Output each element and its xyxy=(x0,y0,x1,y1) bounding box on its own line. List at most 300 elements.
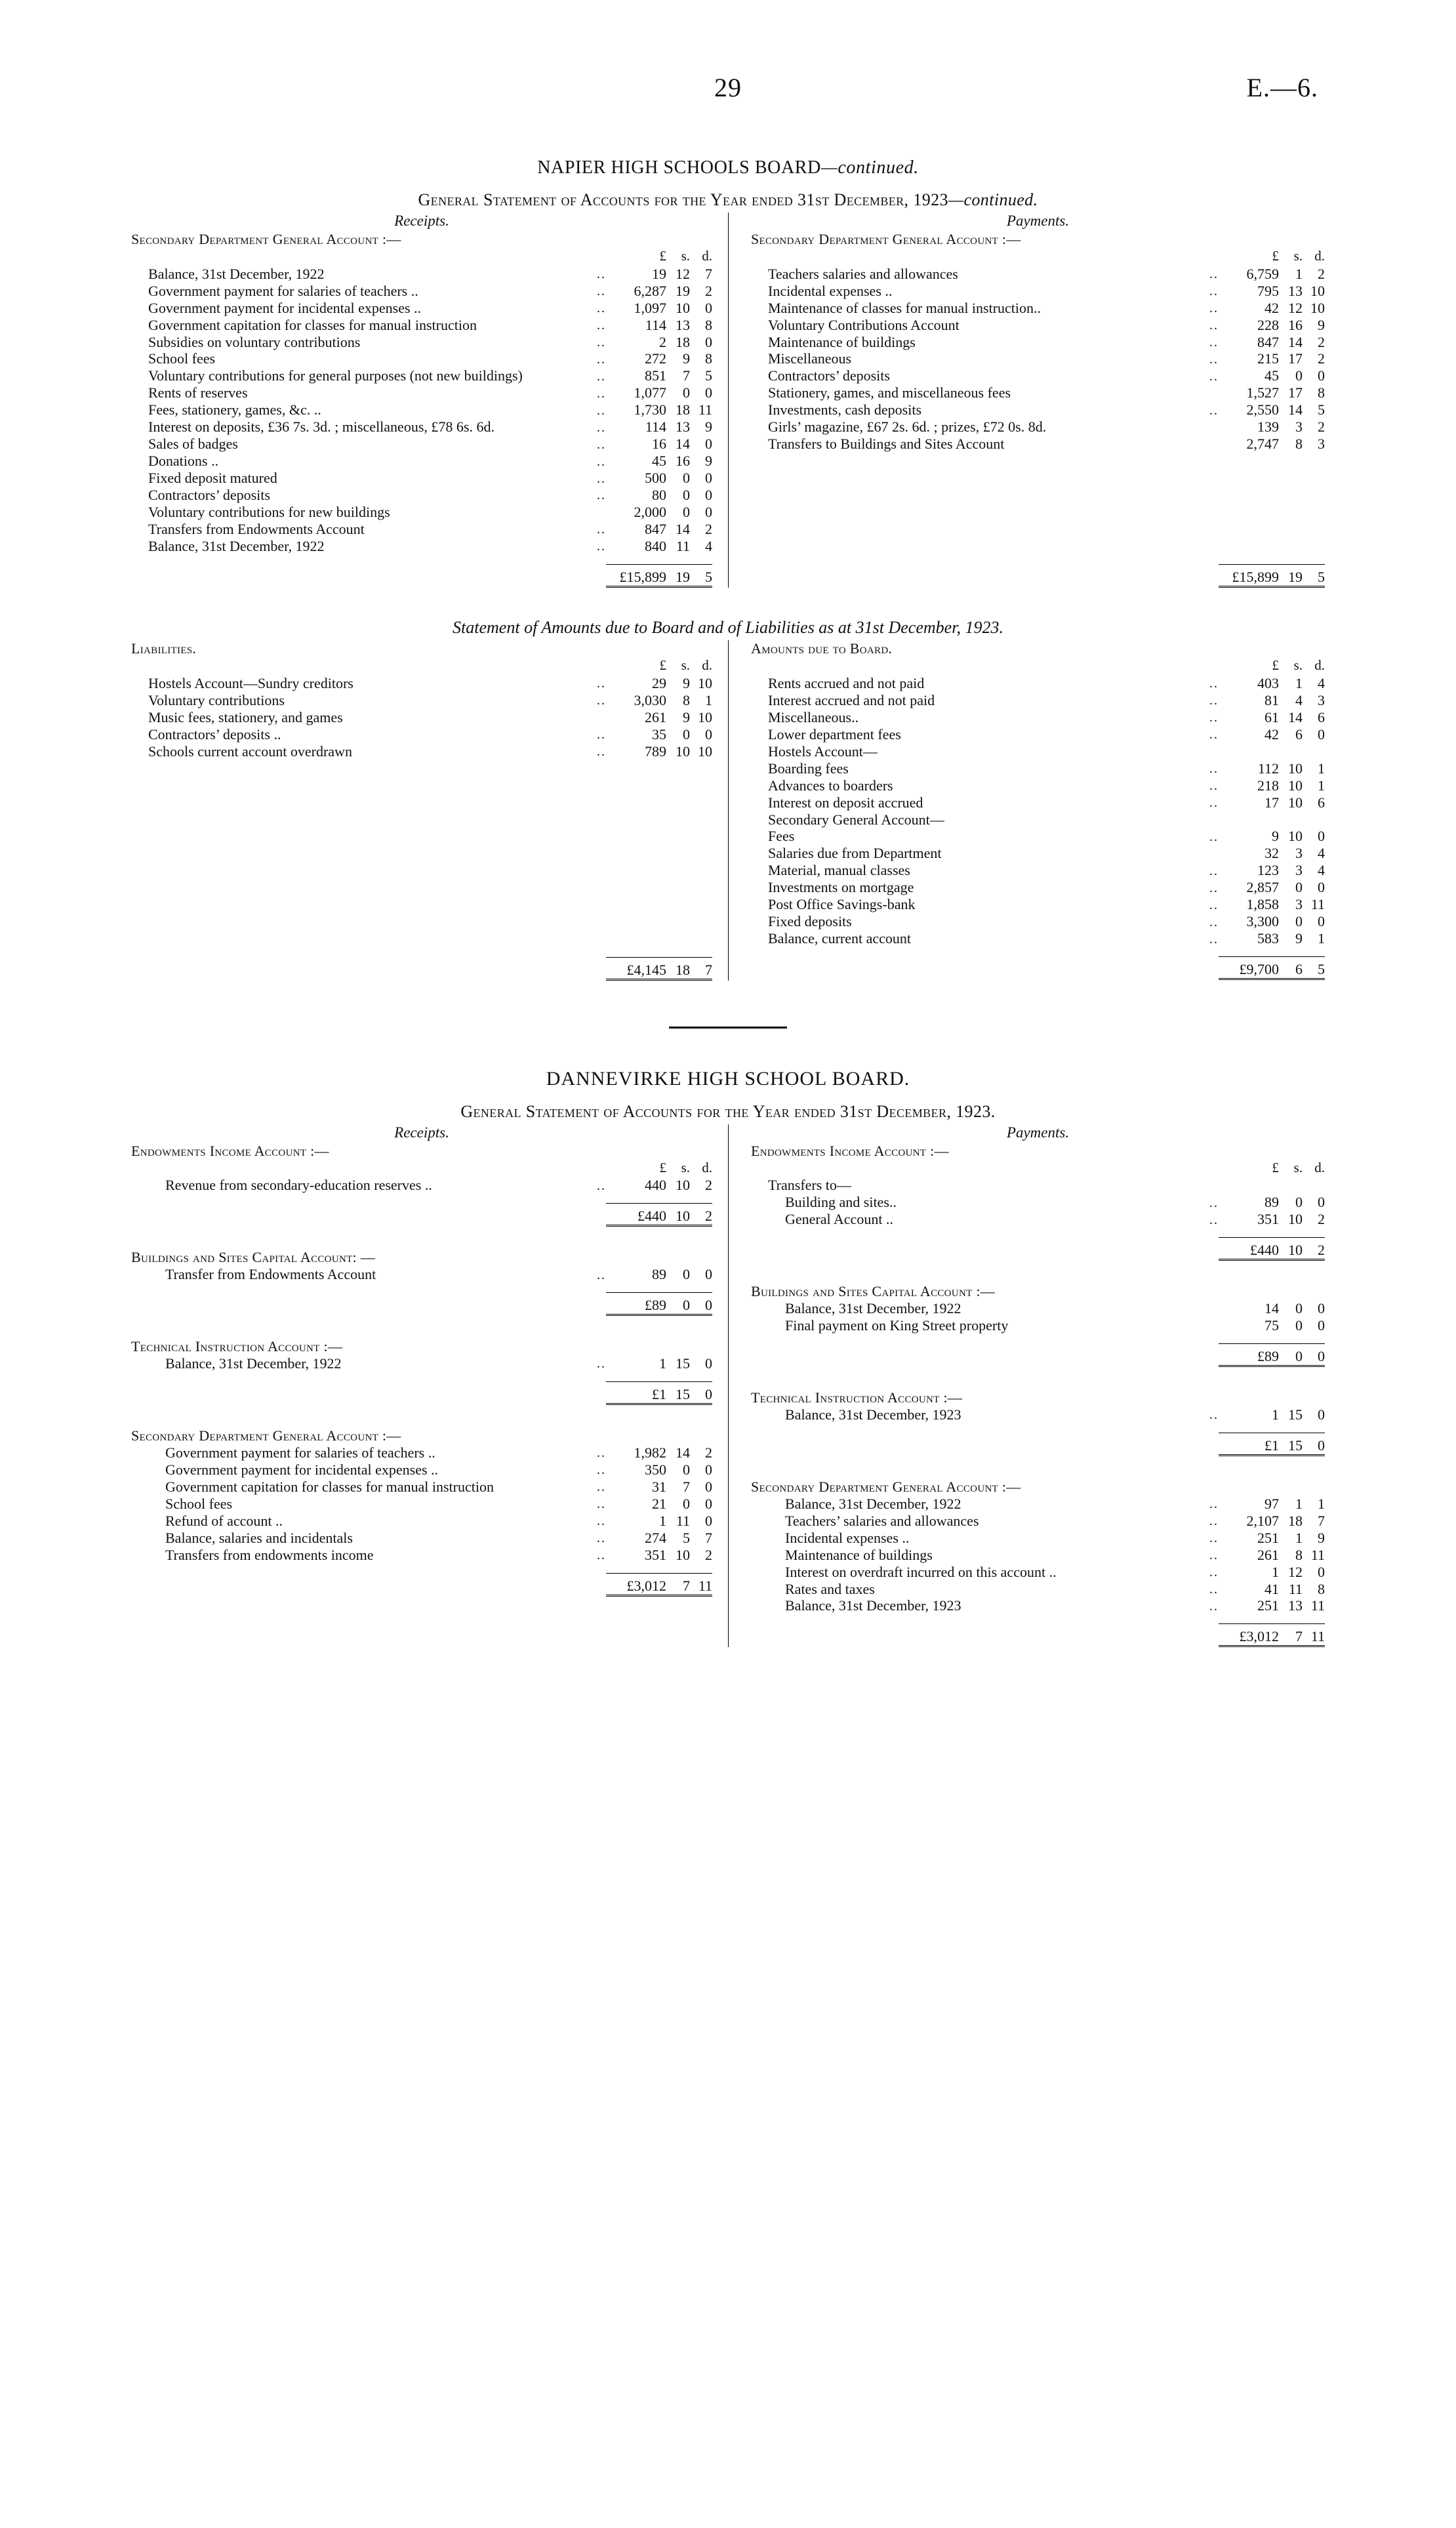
row-shillings: 18 xyxy=(676,401,690,418)
spacer-cell xyxy=(131,897,712,914)
row-pounds: 80 xyxy=(652,487,666,504)
row-leader-dots xyxy=(560,1573,606,1595)
row-pence: 5 xyxy=(1303,957,1325,979)
column-header-pounds: £ xyxy=(1272,1159,1279,1175)
account-line-item xyxy=(751,828,1325,845)
row-pounds: 789 xyxy=(645,743,666,760)
row-shillings: 14 xyxy=(676,1444,690,1461)
row-shillings xyxy=(1279,1177,1303,1194)
row-description: Building and sites.. xyxy=(785,1194,897,1211)
spacer-cell xyxy=(751,504,1325,521)
row-leader-dots xyxy=(560,1293,606,1315)
row-description: Government payment for salaries of teachers .. xyxy=(148,282,418,299)
spacer-row xyxy=(751,1614,1325,1624)
document-page xyxy=(0,72,1456,2528)
row-description: Teachers’ salaries and allowances xyxy=(785,1512,979,1529)
row-pounds: 114 xyxy=(645,418,666,436)
row-pence: 5 xyxy=(690,564,712,586)
spacer-cell xyxy=(751,470,1325,487)
account-line-item xyxy=(131,334,712,351)
row-pounds: 440 xyxy=(645,1177,666,1194)
row-leader-dots: .. xyxy=(1209,778,1219,793)
row-pounds: 2 xyxy=(659,333,666,350)
row-shillings: 0 xyxy=(683,470,690,487)
row-description: Refund of account .. xyxy=(165,1512,283,1529)
row-pence: 0 xyxy=(1318,879,1325,896)
account-line-item xyxy=(131,675,712,692)
dannevirke-receipts-column xyxy=(131,1124,728,1648)
row-shillings: 14 xyxy=(1288,401,1303,418)
row-leader-dots xyxy=(1173,1433,1219,1455)
row-leader-dots: .. xyxy=(1209,1497,1219,1512)
row-shillings: 15 xyxy=(676,1355,690,1372)
row-pence: 11 xyxy=(1310,896,1325,913)
row-pounds: 97 xyxy=(1264,1495,1279,1512)
account-line-item xyxy=(131,453,712,470)
account-total-row xyxy=(751,1343,1325,1366)
row-pence: 2 xyxy=(1318,1211,1325,1228)
row-description: Miscellaneous.. xyxy=(768,708,859,725)
row-shillings: 8 xyxy=(1295,1546,1303,1563)
account-line-item xyxy=(131,726,712,743)
spacer-row xyxy=(751,521,1325,538)
column-header-pence: d. xyxy=(702,247,712,264)
row-pounds: 45 xyxy=(1264,367,1279,384)
spacer-cell xyxy=(751,521,1325,538)
row-pounds: 75 xyxy=(1264,1317,1279,1334)
row-pounds xyxy=(1219,1177,1279,1194)
row-shillings: 0 xyxy=(683,1495,690,1512)
row-description: Investments on mortgage xyxy=(768,879,914,896)
spacer-cell xyxy=(131,794,712,811)
account-heading-row xyxy=(131,231,712,248)
spacer-cell xyxy=(131,1283,712,1293)
row-description: Hostels Account— xyxy=(768,743,878,760)
row-leader-dots: .. xyxy=(597,267,606,282)
row-pence: 0 xyxy=(1318,725,1325,743)
row-pence: 6 xyxy=(1318,708,1325,725)
row-pounds: 350 xyxy=(645,1461,666,1478)
column-header-pence: d. xyxy=(1314,1159,1325,1175)
row-leader-dots: .. xyxy=(597,369,606,384)
row-pounds: 218 xyxy=(1257,777,1279,794)
account-total-row xyxy=(131,1293,712,1315)
account-heading-row xyxy=(751,1478,1325,1496)
row-pounds: 2,107 xyxy=(1246,1512,1279,1529)
row-pence: 0 xyxy=(705,1495,712,1512)
row-pounds: 500 xyxy=(645,470,666,487)
row-leader-dots: .. xyxy=(1209,317,1219,333)
row-pence: 9 xyxy=(1318,316,1325,333)
row-leader-dots: .. xyxy=(1209,676,1219,691)
account-line-item xyxy=(131,300,712,317)
row-shillings: 0 xyxy=(1279,1343,1303,1366)
row-shillings: 12 xyxy=(1288,299,1303,316)
account-line-item xyxy=(131,743,712,760)
account-line-item xyxy=(751,300,1325,317)
row-pence: 0 xyxy=(1318,1194,1325,1211)
row-leader-dots: .. xyxy=(597,352,606,367)
row-pence: 11 xyxy=(698,401,712,418)
account-line-item xyxy=(131,266,712,283)
row-description xyxy=(131,564,560,586)
spacer-row xyxy=(131,555,712,565)
account-line-item xyxy=(751,692,1325,709)
row-description: Fees, stationery, games, &c. .. xyxy=(148,401,321,418)
row-pence: 4 xyxy=(1318,674,1325,691)
account-heading: Amounts due to Board. xyxy=(751,640,893,657)
account-line-item xyxy=(751,1194,1325,1211)
spacer-cell xyxy=(751,248,1173,266)
account-line-item xyxy=(751,1513,1325,1530)
row-description: Miscellaneous xyxy=(768,350,852,367)
account-total-row xyxy=(751,565,1325,587)
row-description: Donations .. xyxy=(148,453,218,470)
row-leader-dots xyxy=(1173,845,1219,862)
row-shillings: 10 xyxy=(676,743,690,760)
row-shillings: 3 xyxy=(1295,896,1303,913)
row-description: Incidental expenses .. xyxy=(785,1529,910,1546)
dannevirke-receipts-table xyxy=(131,1338,712,1405)
account-line-item xyxy=(751,913,1325,930)
row-leader-dots xyxy=(560,1204,606,1226)
account-total-row xyxy=(131,1381,712,1404)
row-shillings: 17 xyxy=(1288,350,1303,367)
dannevirke-payments-block xyxy=(751,1478,1325,1648)
spacer-cell xyxy=(751,657,1173,675)
row-pounds: £1 xyxy=(606,1381,666,1404)
account-line-item xyxy=(131,283,712,300)
row-leader-dots: .. xyxy=(1209,1195,1219,1210)
account-line-item xyxy=(131,1530,712,1547)
row-description xyxy=(751,1238,1173,1260)
row-pence: 0 xyxy=(705,1266,712,1283)
account-heading-row xyxy=(131,1249,712,1266)
row-pence: 0 xyxy=(705,333,712,350)
row-pounds: 2,550 xyxy=(1246,401,1279,418)
spacer-row xyxy=(751,538,1325,555)
row-description: General Account .. xyxy=(785,1211,893,1228)
row-leader-dots: .. xyxy=(1209,880,1219,895)
row-description: Investments, cash deposits xyxy=(768,401,922,418)
row-pounds: 2,000 xyxy=(634,504,666,521)
currency-column-header-row xyxy=(751,248,1325,266)
row-pence: 7 xyxy=(705,1529,712,1546)
spacer-row xyxy=(751,947,1325,957)
row-pence: 2 xyxy=(705,1546,712,1563)
row-shillings: 9 xyxy=(683,708,690,725)
spacer-row xyxy=(131,794,712,811)
row-pounds: 2,857 xyxy=(1246,879,1279,896)
spacer-row xyxy=(131,846,712,863)
row-leader-dots: .. xyxy=(597,1547,606,1562)
row-shillings: 13 xyxy=(1288,1597,1303,1614)
spacer-cell xyxy=(560,657,606,675)
row-pence: 1 xyxy=(705,691,712,708)
row-pence: 0 xyxy=(705,504,712,521)
row-pence: 0 xyxy=(1318,1563,1325,1580)
row-pounds: 89 xyxy=(1264,1194,1279,1211)
row-leader-dots: .. xyxy=(597,1514,606,1529)
row-shillings: 19 xyxy=(676,282,690,299)
spacer-row xyxy=(751,504,1325,521)
account-line-item xyxy=(751,862,1325,879)
row-description: Balance, salaries and incidentals xyxy=(165,1529,353,1546)
dannevirke-receipts-block xyxy=(131,1427,712,1597)
dannevirke-statement-title: General Statement of Accounts for the Year ended 31st December, 1923. xyxy=(460,1101,996,1121)
row-leader-dots: .. xyxy=(597,403,606,418)
column-header-pounds: £ xyxy=(659,657,666,674)
row-pence: 4 xyxy=(1318,845,1325,862)
row-leader-dots: .. xyxy=(597,727,606,743)
row-description: School fees xyxy=(165,1495,233,1512)
row-description: Rates and taxes xyxy=(785,1580,875,1597)
row-leader-dots: .. xyxy=(1209,829,1219,844)
row-pence: 2 xyxy=(705,1177,712,1194)
row-pence: 2 xyxy=(705,1444,712,1461)
row-shillings: 3 xyxy=(1295,418,1303,436)
row-pounds: 847 xyxy=(645,521,666,538)
napier-amounts-due-body xyxy=(751,640,1325,979)
row-shillings: 4 xyxy=(1295,691,1303,708)
account-line-item xyxy=(751,1211,1325,1228)
row-shillings: 12 xyxy=(1288,1563,1303,1580)
row-shillings: 14 xyxy=(1288,708,1303,725)
spacer-cell xyxy=(131,863,712,880)
row-leader-dots: .. xyxy=(1209,300,1219,316)
currency-column-header-row xyxy=(131,248,712,266)
account-heading-row xyxy=(751,1283,1325,1300)
account-total-row xyxy=(131,1204,712,1226)
account-total-row xyxy=(751,1238,1325,1260)
page-header xyxy=(0,72,1456,151)
account-heading-row xyxy=(131,1427,712,1444)
account-line-item xyxy=(751,1406,1325,1423)
row-pence: 1 xyxy=(1318,1495,1325,1512)
spacer-cell xyxy=(1173,657,1219,675)
row-shillings xyxy=(1279,811,1303,828)
account-line-item xyxy=(131,709,712,726)
row-description: Contractors’ deposits xyxy=(148,487,270,504)
account-total-row xyxy=(131,1573,712,1595)
row-leader-dots: .. xyxy=(1209,403,1219,418)
row-description xyxy=(131,1573,560,1595)
row-description: Voluntary contributions for new buildings xyxy=(148,504,390,521)
row-description: Voluntary Contributions Account xyxy=(768,316,960,333)
row-leader-dots: .. xyxy=(597,284,606,299)
row-pounds: 1,527 xyxy=(1246,384,1279,401)
account-line-item xyxy=(751,1547,1325,1564)
row-description: Government capitation for classes for manual instruction xyxy=(165,1478,494,1495)
row-pence: 5 xyxy=(1303,565,1325,587)
row-leader-dots: .. xyxy=(1209,710,1219,725)
account-line-item xyxy=(131,367,712,384)
account-line-item xyxy=(131,1547,712,1564)
row-shillings: 18 xyxy=(676,333,690,350)
row-pounds: 42 xyxy=(1264,725,1279,743)
row-pounds: 42 xyxy=(1264,299,1279,316)
row-pence: 0 xyxy=(1303,1433,1325,1455)
row-leader-dots xyxy=(560,1381,606,1404)
row-leader-dots: .. xyxy=(1209,335,1219,350)
row-leader-dots: .. xyxy=(1209,1581,1219,1597)
napier-receipts-table xyxy=(131,231,712,588)
account-line-item xyxy=(751,709,1325,726)
row-pounds: 61 xyxy=(1264,708,1279,725)
row-pounds: £3,012 xyxy=(606,1573,666,1595)
account-line-item xyxy=(751,794,1325,811)
row-leader-dots: .. xyxy=(597,1497,606,1512)
account-line-item xyxy=(131,692,712,709)
row-pence: 0 xyxy=(1318,367,1325,384)
row-pence: 11 xyxy=(690,1573,712,1595)
dannevirke-receipts-table xyxy=(131,1143,712,1227)
row-pounds: 89 xyxy=(652,1266,666,1283)
column-header-shillings: s. xyxy=(1293,247,1303,264)
row-pounds: 251 xyxy=(1257,1597,1279,1614)
spacer-row xyxy=(751,1228,1325,1238)
row-pounds: 251 xyxy=(1257,1529,1279,1546)
row-shillings: 14 xyxy=(1288,333,1303,350)
row-shillings: 10 xyxy=(1288,760,1303,777)
account-heading: Liabilities. xyxy=(131,640,197,657)
row-shillings: 15 xyxy=(666,1381,690,1404)
row-leader-dots: .. xyxy=(1209,1564,1219,1580)
row-pence xyxy=(1303,811,1325,828)
row-pence: 8 xyxy=(1318,1580,1325,1597)
spacer-row xyxy=(131,1372,712,1382)
row-leader-dots: .. xyxy=(597,471,606,486)
row-shillings: 3 xyxy=(1295,862,1303,879)
account-line-item xyxy=(131,436,712,453)
account-heading: Secondary Department General Account :— xyxy=(131,231,401,247)
row-pence: 0 xyxy=(705,725,712,743)
row-pounds: 19 xyxy=(652,265,666,282)
account-line-item xyxy=(131,384,712,401)
row-leader-dots: .. xyxy=(1209,897,1219,912)
row-description: Government payment for incidental expenses .. xyxy=(165,1461,439,1478)
row-pence: 10 xyxy=(698,674,712,691)
spacer-row xyxy=(131,760,712,777)
row-shillings: 12 xyxy=(676,265,690,282)
row-pence xyxy=(1303,743,1325,760)
row-leader-dots: .. xyxy=(597,1463,606,1478)
row-shillings: 5 xyxy=(683,1529,690,1546)
row-description: Rents of reserves xyxy=(148,384,248,401)
row-pounds: 114 xyxy=(645,316,666,333)
account-heading: Buildings and Sites Capital Account: — xyxy=(131,1249,376,1266)
column-header-shillings: s. xyxy=(681,1159,690,1175)
row-description: Incidental expenses .. xyxy=(768,282,893,299)
row-description: Balance, 31st December, 1922 xyxy=(148,537,325,554)
row-pounds: £89 xyxy=(1219,1343,1279,1366)
account-line-item xyxy=(131,1513,712,1530)
currency-column-header-row xyxy=(131,1160,712,1177)
currency-column-header-row xyxy=(131,657,712,675)
spacer-cell xyxy=(131,811,712,828)
spacer-row xyxy=(131,914,712,931)
account-line-item xyxy=(131,317,712,334)
row-pounds: £1 xyxy=(1219,1433,1279,1455)
row-shillings: 11 xyxy=(676,1512,690,1529)
row-description: Sales of badges xyxy=(148,436,238,453)
account-line-item xyxy=(131,521,712,538)
row-description: Voluntary contributions for general purposes (not new buildings) xyxy=(148,367,523,384)
row-leader-dots: .. xyxy=(1209,1531,1219,1546)
spacer-cell xyxy=(751,1334,1325,1344)
dannevirke-receipts-body xyxy=(131,1249,712,1315)
row-leader-dots xyxy=(560,504,606,521)
column-header-shillings: s. xyxy=(681,657,690,674)
account-line-item xyxy=(131,470,712,487)
row-description: Schools current account overdrawn xyxy=(148,743,352,760)
row-leader-dots: .. xyxy=(597,693,606,708)
account-line-item xyxy=(131,1177,712,1194)
account-line-item xyxy=(751,1496,1325,1513)
dannevirke-receipts-body xyxy=(131,1143,712,1226)
row-description: Maintenance of buildings xyxy=(768,333,916,350)
row-leader-dots: .. xyxy=(597,539,606,554)
row-pounds: 3,030 xyxy=(634,691,666,708)
row-description xyxy=(751,1624,1173,1646)
account-line-item xyxy=(751,1530,1325,1547)
row-pounds: £15,899 xyxy=(1219,565,1279,587)
spacer-cell xyxy=(560,1160,606,1177)
row-pounds: £3,012 xyxy=(1219,1624,1279,1646)
account-line-item xyxy=(131,1496,712,1513)
row-leader-dots xyxy=(560,709,606,726)
row-shillings: 8 xyxy=(683,691,690,708)
row-leader-dots: .. xyxy=(597,300,606,316)
row-pence: 8 xyxy=(705,316,712,333)
row-shillings: 7 xyxy=(683,1478,690,1495)
row-description: Material, manual classes xyxy=(768,862,910,879)
row-leader-dots: .. xyxy=(597,676,606,691)
account-line-item xyxy=(751,760,1325,777)
row-description: School fees xyxy=(148,350,216,367)
row-description xyxy=(131,957,560,979)
row-description: Balance, current account xyxy=(768,930,912,947)
row-pence: 11 xyxy=(1303,1624,1325,1646)
row-pounds: 228 xyxy=(1257,316,1279,333)
row-shillings: 9 xyxy=(683,350,690,367)
dannevirke-receipts-table xyxy=(131,1249,712,1316)
row-shillings: 1 xyxy=(1295,1495,1303,1512)
row-pounds: £440 xyxy=(1219,1238,1279,1260)
row-pounds: 847 xyxy=(1257,333,1279,350)
row-shillings: 16 xyxy=(1288,316,1303,333)
row-leader-dots: .. xyxy=(597,488,606,503)
row-shillings: 7 xyxy=(1279,1624,1303,1646)
row-pounds: 403 xyxy=(1257,674,1279,691)
spacer-cell xyxy=(751,1423,1325,1433)
account-line-item xyxy=(751,777,1325,794)
dannevirke-receipts-table xyxy=(131,1427,712,1597)
row-pounds: £9,700 xyxy=(1219,957,1279,979)
row-pence: 6 xyxy=(1318,794,1325,811)
row-shillings: 0 xyxy=(1295,367,1303,384)
account-heading: Secondary Department General Account :— xyxy=(751,231,1021,247)
row-shillings: 3 xyxy=(1295,845,1303,862)
napier-payments-table xyxy=(751,231,1325,588)
spacer-row xyxy=(131,811,712,828)
column-header-pence: d. xyxy=(1314,657,1325,674)
row-shillings: 10 xyxy=(1288,828,1303,845)
row-pounds: 583 xyxy=(1257,930,1279,947)
row-description: Final payment on King Street property xyxy=(785,1317,1009,1334)
napier-receipts-label: Receipts. xyxy=(394,213,449,229)
spacer-cell xyxy=(751,538,1325,555)
